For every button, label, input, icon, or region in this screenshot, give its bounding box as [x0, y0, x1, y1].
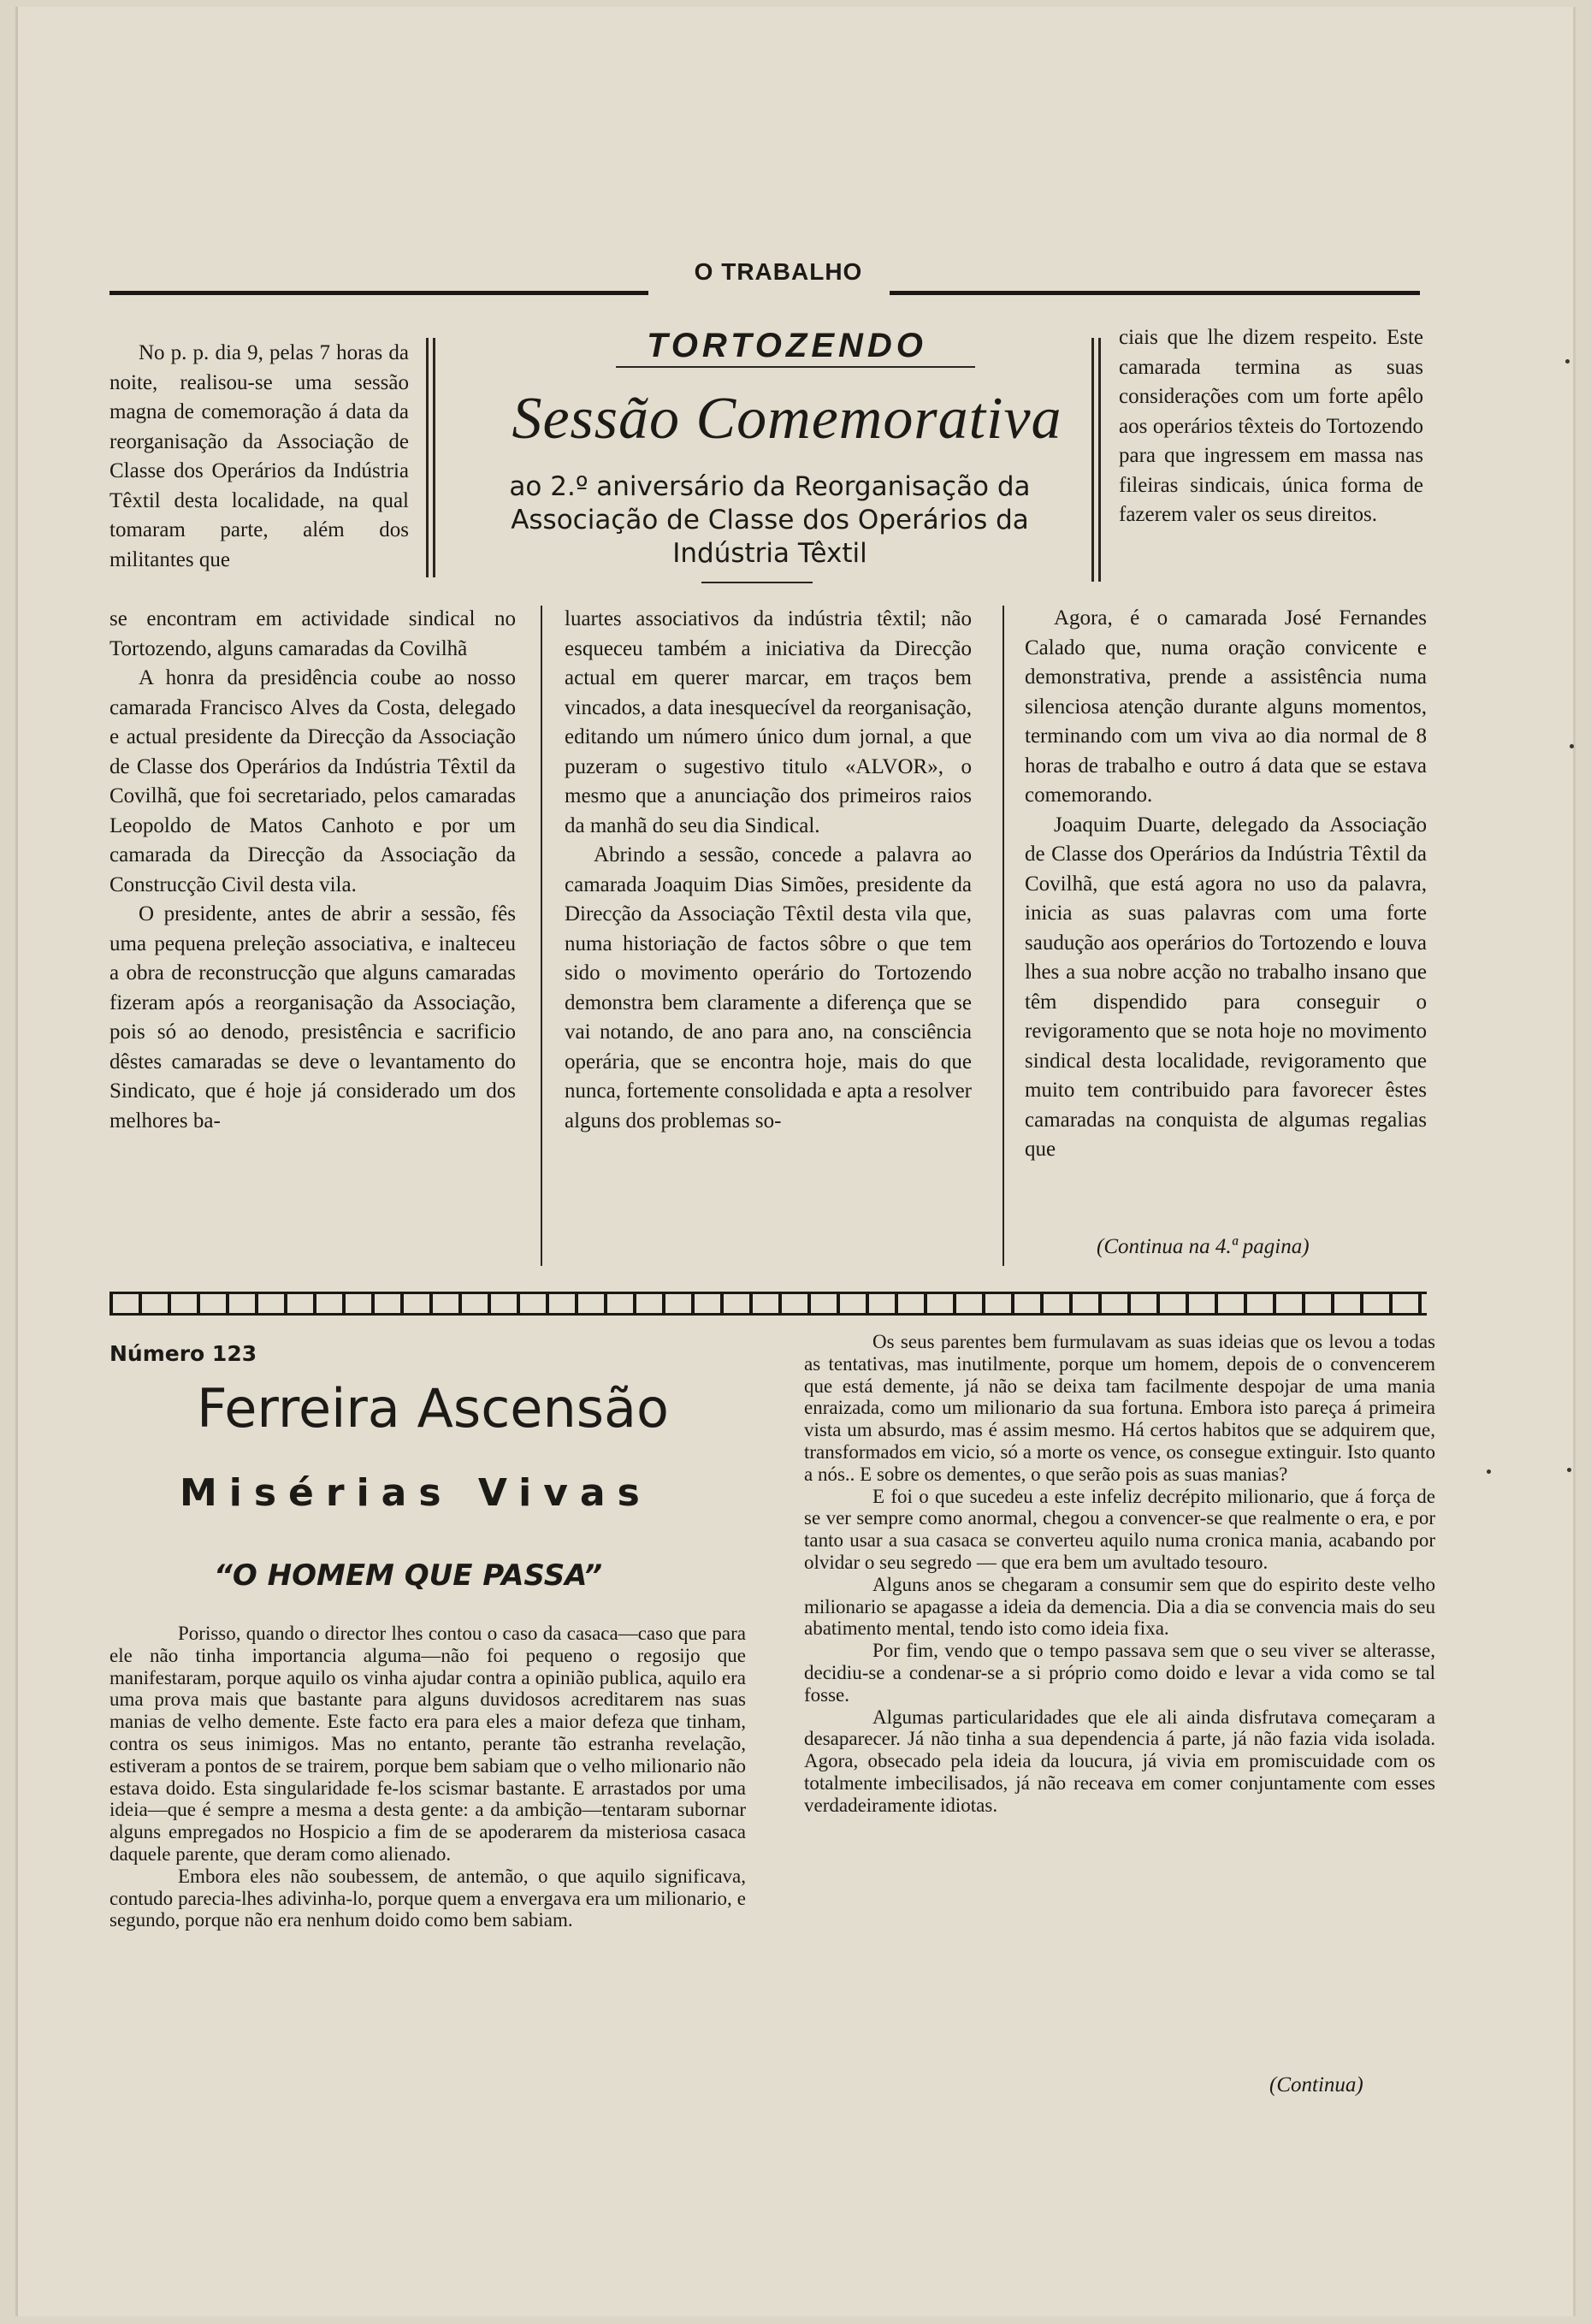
subtitle-underline [701, 582, 813, 583]
decorative-border [109, 1292, 1427, 1316]
paper-speck [1570, 744, 1574, 748]
article1-col1-p2: A honra da presidência coube ao nosso camarada Francisco Alves da Costa, delegado e actual presidente da Direcção da Associação de Classe dos Operários da Indústria Têxtil da Covilhã, que foi secretariado, pelos camaradas Leopoldo de Matos Canhoto e por um camarada da Direcção da Associação da Construcção Civil desta vila. [109, 666, 516, 896]
article1-col3-p1: Agora, é o camarada José Fernandes Calado que, numa oração convicente e demonstrativa, prende a assistência numa silenciosa atenção durante alguns momentos, terminando com um viva ao dia normal de 8 horas de trabalho e outro á data que se estava comemorando. [1025, 606, 1427, 807]
masthead: O TRABALHO [694, 258, 863, 285]
article1-col3-top [1119, 323, 1423, 530]
article2-title: “O HOMEM QUE PASSA” [214, 1558, 603, 1593]
column-rule-2 [1003, 606, 1004, 1266]
box-rule-right-outer [1098, 338, 1101, 582]
location-underline [616, 366, 975, 368]
article2-right-p4: Por fim, vendo que o tempo passava sem que o seu viver se alterasse, decidiu-se a condenar-se a si próprio como doido e levar a vida como se tal fosse. [804, 1640, 1435, 1706]
article1-col1-lead [109, 339, 409, 575]
box-rule-left-inner [433, 338, 435, 577]
subtitle-line-3: Indústria Têxtil [672, 538, 867, 569]
article1-title: Sessão Comemorativa [512, 386, 1062, 452]
paper-speck [1567, 1468, 1571, 1472]
article1-col3-p2: Joaquim Duarte, delegado da Associação de Classe dos Operários da Indústria Têxtil da Covilhã, que está agora no uso da palavra, inicia as suas palavras com uma forte saudução aos operários do Tortozendo e louva lhes a sua nobre acção no trabalho insano que têm dispendido para conseguir o revigoramento que se nota hoje no movimento sindical desta localidade, revigoramento que muito tem contribuido para favorecer êstes camaradas na conquista de algumas regalias que [1025, 813, 1427, 1161]
article2-right-p3: Alguns anos se chegaram a consumir sem que do espirito deste velho milionario se apagasse a ideia da demencia. Dia a dia se convencia mais do seu abatimento mental, tendo isto como ideia fixa. [804, 1573, 1435, 1640]
article2-left-p2: Embora eles não soubessem, de antemão, o que aquilo significava, contudo parecia-lhes adivinha-lo, porque quem a envergava era um milionario, e segundo, porque não era nenhum doido como bem sabiam. [109, 1865, 746, 1931]
article2-left-col [109, 1623, 746, 1931]
article2-right-p1: Os seus parentes bem furmulavam as suas ideias que os levou a todas as tentativas, mas inutilmente, porque um homem, depois de o convencerem que está demente, já não se deixa tam facilmente despojar de uma mania enraizada, como um milionario da sua fortuna. Embora isto pareça á primeira vista um absurdo, mas é assim mesmo. Há certos habitos que se adquirem que, transformados em vicio, só a morte os vence, os consegue extinguir. Isto quanto a nós.. E sobre os dementes, o que serão pois as suas manias? [804, 1331, 1435, 1485]
article2-number: Número 123 [109, 1341, 257, 1366]
subtitle-line-1: ao 2.º aniversário da Reorganisação da [509, 471, 1031, 502]
article1-col1-lead-text: No p. p. dia 9, pelas 7 horas da noite, realisou-se uma sessão magna de comemoração á data da reorganisação da Associação de Classe dos Operários da Indústria Têxtil desta localidade, na qual tomaram parte, além dos militantes que [109, 341, 409, 571]
article1-col3 [1025, 604, 1427, 1165]
article1-col1-p3: O presidente, antes de abrir a sessão, fês uma pequena preleção associativa, e inalteceu a obra de reconstrucção que alguns camaradas fizeram após a reorganisação da Associação, pois só ao denodo, presistência e sacrificio dêstes camaradas se deve o levantamento do Sindicato, que é hoje já considerado um dos melhores ba- [109, 902, 516, 1132]
box-rule-right-inner [1091, 338, 1094, 582]
article2-right-col [804, 1331, 1435, 1817]
article2-right-p5: Algumas particularidades que ele ali ainda disfrutava começaram a desaparecer. Já não tinha a sua dependencia á parte, já não fazia vida isolada. Agora, obsecado pela ideia da loucura, já vivia em promiscuidade com os totalmente imbecilisados, já não receava em comer conjuntamente com esses verdadeiramente idiotas. [804, 1706, 1435, 1816]
subtitle-line-2: Associação de Classe dos Operários da [511, 505, 1029, 535]
column-rule-1 [541, 606, 542, 1266]
box-rule-left-outer [426, 338, 429, 577]
article1-col2 [565, 605, 972, 1136]
article1-col1-p1: se encontram em actividade sindical no Tortozendo, alguns camaradas da Covilhã [109, 607, 516, 660]
paper-speck [1565, 359, 1570, 364]
article1-col2-p1: luartes associativos da indústria têxtil; não esqueceu também a iniciativa da Direcção actual em querer marcar, em traços bem vincados, a data inesquecível da reorganisação, editando um número único dum jornal, a que puzeram o sugestivo titulo «ALVOR», o mesmo que a anunciação dos primeiros raios da manhã do seu dia Sindical. [565, 607, 972, 837]
article1-col3-p0: ciais que lhe dizem respeito. Este camarada termina as suas considerações com um forte apêlo aos operários têxteis do Tortozendo para que ingressem em massa nas fileiras sindicais, única forma de fazerem valer os seus direitos. [1119, 326, 1423, 526]
article2-series: Misérias Vivas [180, 1471, 652, 1515]
article1-subtitle [453, 470, 1086, 571]
article2-right-p2: E foi o que sucedeu a este infeliz decrépito milionario, que á força de se ver sempre como anormal, chegou a convencer-se que realmente o era, e por tanto usar a sua casaca se converteu aquilo numa cronica mania, acabando por olvidar o seu segredo — que era bem um avultado tesouro. [804, 1485, 1435, 1573]
article2-continued: (Continua) [1269, 2073, 1363, 2096]
masthead-rule-left [109, 291, 648, 295]
article2-left-p1: Porisso, quando o director lhes contou o caso da casaca—caso que para ele não tinha importancia alguma—não foi pequeno o regosijo que manifestaram, porque aquilo os vinha ajudar contra a opinião publica, aquilo era uma prova mais que bastante para alguns duvidosos acreditarem nas suas manias de velho demente. Este facto era para eles a maior defeza que tinham, contra os seus inimigos. Mas no entanto, perante tão estranha revelação, estiveram a pontos de se trairem, porque bem sabiam que o velho milionario não estava doido. Esta singularidade fe-los scismar bastante. E arrastados por uma ideia—que é sempre a mesma a desta gente: a da ambição—tentaram subornar alguns empregados no Hospicio a fim de se apoderarem da misteriosa casaca daquele parente, que deram como alienado. [109, 1623, 746, 1865]
article1-continued: (Continua na 4.ª pagina) [1097, 1235, 1310, 1258]
article2-author: Ferreira Ascensão [197, 1377, 669, 1440]
article1-col1 [109, 605, 516, 1136]
article1-location: TORTOZENDO [647, 327, 927, 364]
masthead-rule-right [890, 291, 1420, 295]
paper-speck [1487, 1470, 1491, 1474]
article1-col2-p2: Abrindo a sessão, concede a palavra ao camarada Joaquim Dias Simões, presidente da Direcção da Associação Têxtil desta vila que, numa historiação de factos sôbre o que tem sido o movimento operário do Tortozendo demonstra bem claramente a diferença que se vai notando, de ano para ano, na consciência operária, que se encontra hoje, mais do que nunca, fortemente consolidada e apta a resolver alguns dos problemas so- [565, 843, 972, 1132]
